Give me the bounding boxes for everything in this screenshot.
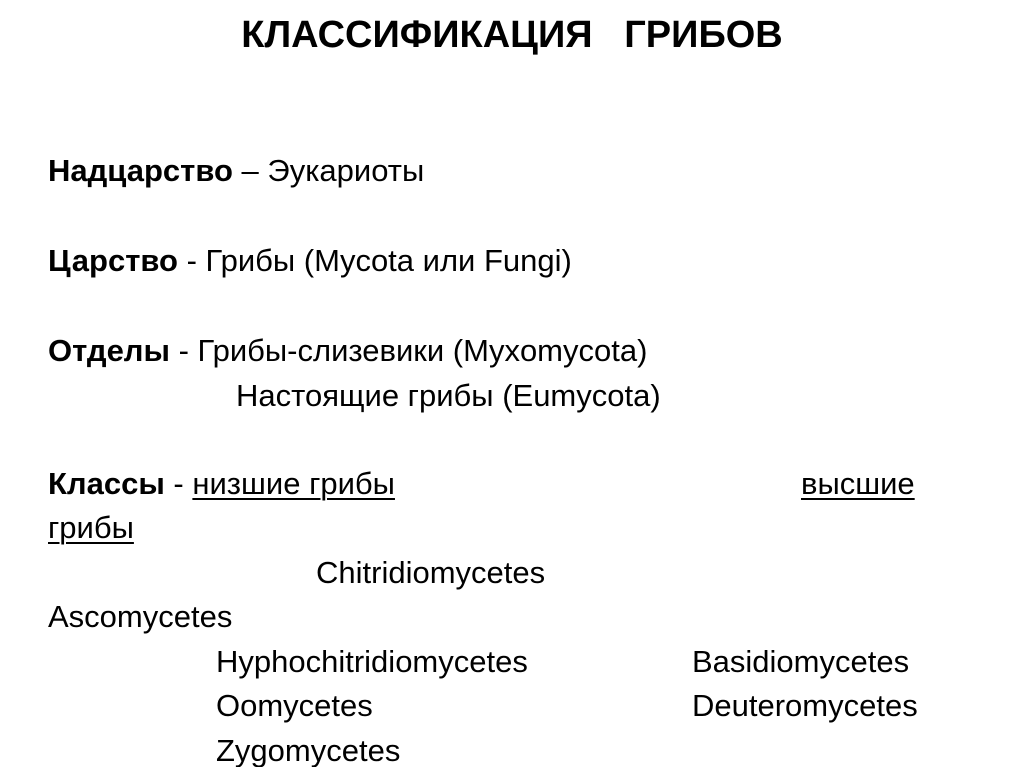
kingdom-term: Царство bbox=[48, 243, 178, 278]
divisions-line bbox=[48, 333, 647, 369]
divisions-sep: - bbox=[169, 333, 198, 368]
superkingdom-sep: – bbox=[232, 153, 268, 188]
classes-line bbox=[48, 466, 395, 502]
slide-title: КЛАССИФИКАЦИЯ ГРИБОВ bbox=[241, 14, 783, 56]
superkingdom-line bbox=[48, 153, 424, 189]
higher-class-item: Ascomycetes bbox=[48, 599, 233, 634]
superkingdom-term: Надцарство bbox=[48, 153, 233, 188]
higher-class-item: Basidiomycetes bbox=[692, 644, 910, 679]
higher-class-item: Deuteromycetes bbox=[692, 688, 918, 723]
kingdom-line bbox=[48, 243, 572, 279]
lower-class-item: Chitridiomycetes bbox=[316, 555, 546, 590]
kingdom-value: Грибы (Mycota или Fungi) bbox=[205, 243, 572, 278]
classes-term: Классы bbox=[48, 466, 165, 501]
lower-class-item: Oomycetes bbox=[216, 688, 373, 723]
lower-fungi-label: низшие грибы bbox=[192, 466, 395, 501]
divisions-term: Отделы bbox=[48, 333, 170, 368]
lower-class-item: Hyphochitridiomycetes bbox=[216, 644, 528, 679]
superkingdom-value: Эукариоты bbox=[267, 153, 425, 188]
lower-class-item: Zygomycetes bbox=[216, 733, 401, 767]
classes-sep: - bbox=[164, 466, 193, 501]
division-item: Настоящие грибы (Eumycota) bbox=[236, 378, 661, 413]
kingdom-sep: - bbox=[177, 243, 206, 278]
higher-fungi-label: высшие bbox=[801, 466, 915, 501]
higher-fungi-label-cont: грибы bbox=[48, 510, 134, 545]
division-item: Грибы-слизевики (Myxomycota) bbox=[197, 333, 648, 368]
